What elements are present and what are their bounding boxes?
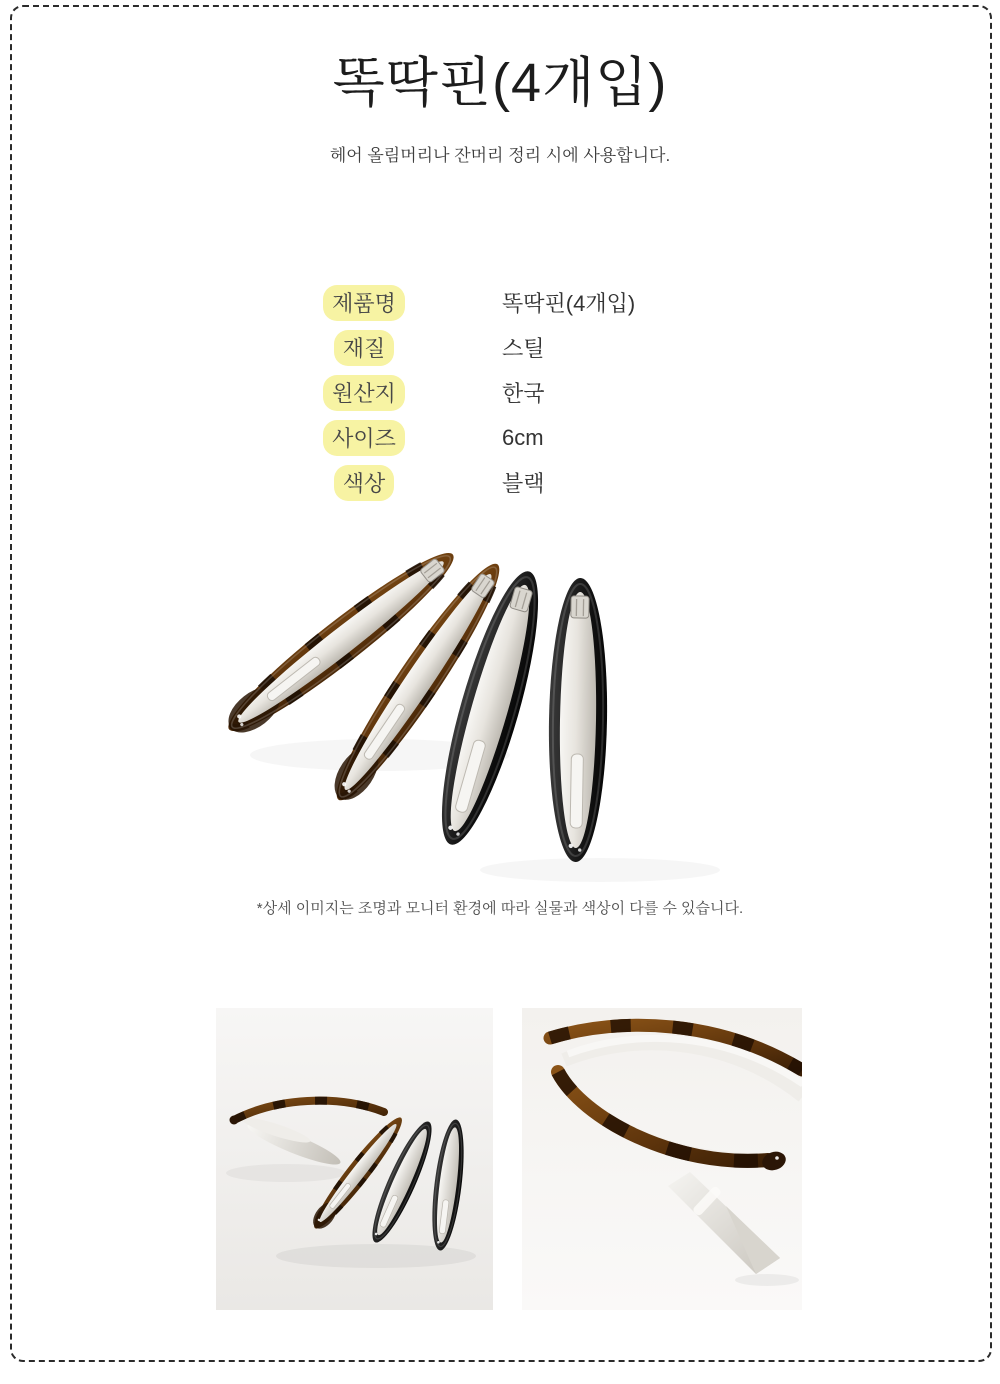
info-label-origin: 원산지 [323, 375, 405, 411]
table-row [318, 460, 635, 505]
table-row [318, 280, 635, 325]
table-row [318, 325, 635, 370]
info-value-product-name: 똑딱핀(4개입) [502, 291, 636, 316]
table-row [318, 415, 635, 460]
snap-pin-black-1 [423, 564, 557, 853]
page-subtitle: 헤어 올림머리나 잔머리 정리 시에 사용합니다. [329, 146, 671, 165]
product-info-table [318, 280, 635, 505]
info-label-product-name: 제품명 [323, 285, 405, 321]
info-label-material: 재질 [334, 330, 395, 366]
main-product-photo [180, 530, 820, 890]
snap-pin-black-2 [547, 578, 610, 863]
thumbnail-photo-right [522, 1008, 802, 1310]
info-value-color: 블랙 [502, 471, 545, 496]
thumbnail-photo-left [216, 1008, 493, 1310]
info-value-material: 스틸 [502, 336, 545, 361]
table-row [318, 370, 635, 415]
info-value-size: 6cm [502, 424, 544, 450]
info-value-origin: 한국 [502, 381, 545, 406]
info-label-size: 사이즈 [323, 420, 405, 456]
info-label-color: 색상 [334, 465, 395, 501]
disclaimer-note: *상세 이미지는 조명과 모니터 환경에 따라 실물과 색상이 다를 수 있습니다. [256, 900, 744, 917]
page-title: 똑딱핀(4개입) [332, 53, 668, 113]
